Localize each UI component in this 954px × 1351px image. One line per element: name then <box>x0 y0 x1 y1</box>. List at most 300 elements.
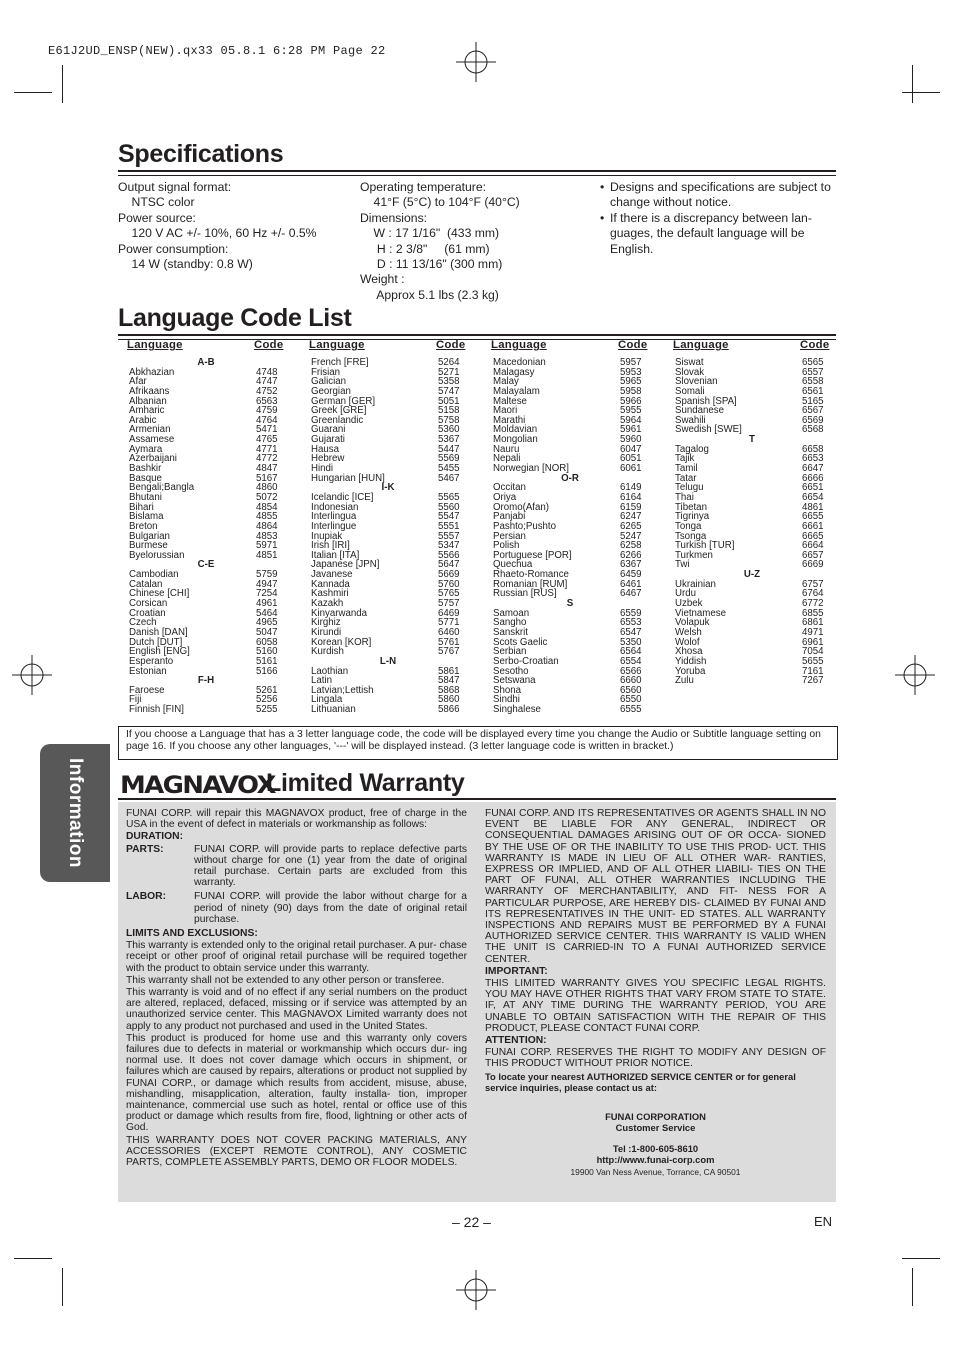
language-name: Swedish [SWE] <box>675 424 742 436</box>
language-name: Romanian [RUM] <box>493 578 568 590</box>
language-name: Sangho <box>493 617 527 629</box>
language-name: Danish [DAN] <box>129 626 188 638</box>
language-name: Catalan <box>129 578 163 590</box>
language-code: 5971 <box>256 540 278 552</box>
language-name: Spanish [SPA] <box>675 395 737 407</box>
language-row <box>493 705 647 715</box>
language-code: 5953 <box>620 366 642 378</box>
language-name: Shona <box>493 684 522 696</box>
language-name: Irish [IRI] <box>311 540 350 552</box>
language-code: 6058 <box>256 636 278 648</box>
language-code: 6159 <box>620 501 642 513</box>
page-number: – 22 – <box>452 1214 491 1230</box>
language-code: 6164 <box>620 491 642 503</box>
language-name: Oromo(Afan) <box>493 501 549 513</box>
language-name: Arabic <box>129 414 157 426</box>
language-name: Hindi <box>311 463 334 475</box>
language-name: Yiddish <box>675 655 707 667</box>
spec-line: Power consumption: <box>118 241 229 256</box>
language-code: 6566 <box>620 665 642 677</box>
language-row <box>311 705 465 715</box>
language-code: 5747 <box>438 385 460 397</box>
language-name: Interlingue <box>311 520 357 532</box>
spec-note: • If there is a discrepancy between lan- guages, the default language will be English. <box>600 211 834 257</box>
language-group-header: L-N <box>379 655 397 667</box>
language-name: Thai <box>675 491 694 503</box>
language-code: 5566 <box>438 549 460 561</box>
limits-label: LIMITS AND EXCLUSIONS: <box>126 928 258 940</box>
language-code: 6469 <box>438 607 460 619</box>
language-name: Volapuk <box>675 617 710 629</box>
language-code: 6258 <box>620 540 642 552</box>
language-name: Corsican <box>129 598 168 610</box>
registration-mark-left <box>12 655 52 695</box>
language-column-1 <box>129 358 283 715</box>
language-name: Assamese <box>129 434 175 446</box>
language-name: Swahili <box>675 414 706 426</box>
language-code: 5047 <box>256 626 278 638</box>
language-name: Norwegian [NOR] <box>493 463 569 475</box>
language-code: 6961 <box>802 636 824 648</box>
language-name: Portuguese [POR] <box>493 549 572 561</box>
print-header: E61J2UD_ENSP(NEW).qx33 05.8.1 6:28 PM Page 22 <box>48 44 386 58</box>
language-code: 6559 <box>620 607 642 619</box>
language-group-header: S <box>566 598 574 610</box>
language-name: Malay <box>493 376 519 388</box>
language-code: 6367 <box>620 559 642 571</box>
spec-column-2 <box>360 180 520 303</box>
language-code: 6654 <box>802 491 824 503</box>
language-name: Korean [KOR] <box>311 636 372 648</box>
language-code: 6555 <box>620 704 642 716</box>
language-name: Breton <box>129 520 158 532</box>
language-name: Tamil <box>675 463 698 475</box>
language-code: 5964 <box>620 414 642 426</box>
language-code: 6557 <box>802 366 824 378</box>
language-code: 6565 <box>802 357 824 368</box>
language-code: 5965 <box>620 376 642 388</box>
language-name: Cambodian <box>129 569 179 581</box>
spec-note: • Designs and specifications are subject to change without notice. <box>600 180 834 211</box>
language-code: 5565 <box>438 491 460 503</box>
language-name: Lithuanian <box>311 704 356 716</box>
language-row <box>493 464 647 474</box>
crop-mark <box>62 1268 63 1306</box>
language-row <box>675 560 829 570</box>
language-code: 6149 <box>620 482 642 494</box>
spec-line: Output signal format: <box>118 180 232 194</box>
crop-mark <box>902 1258 940 1259</box>
language-code: 6459 <box>620 569 642 581</box>
language-code: 7267 <box>802 675 824 687</box>
language-name: Turkish [TUR] <box>675 540 735 552</box>
language-name: Estonian <box>129 665 167 677</box>
language-name: Inupiak <box>311 530 343 542</box>
language-name: Amharic <box>129 405 165 417</box>
language-name: Xhosa <box>675 646 703 658</box>
language-code: 6563 <box>256 395 278 407</box>
language-code: 5957 <box>620 357 642 368</box>
language-code: 6550 <box>620 694 642 706</box>
language-code: 4747 <box>256 376 278 388</box>
language-row <box>675 425 829 435</box>
language-code: 6461 <box>620 578 642 590</box>
language-name: Bulgarian <box>129 530 170 542</box>
language-name: Persian <box>493 530 526 542</box>
warranty-paragraph: THIS WARRANTY DOES NOT COVER PACKING MATERIALS, ANY ACCESSORIES (EXCEPT REMOTE CONTROL), ANY COSMETIC PARTS, COMPLETE ASSEMBLY PARTS, DEMO OR FLOOR MODELS. <box>126 1134 467 1169</box>
company-name: FUNAI CORPORATION <box>605 1110 706 1122</box>
language-code: 5247 <box>620 530 642 542</box>
language-code: 5255 <box>256 704 278 716</box>
language-code: 4860 <box>256 482 278 494</box>
language-code: 6655 <box>802 511 824 523</box>
language-code: 6047 <box>620 443 642 455</box>
language-code: 5958 <box>620 385 642 397</box>
language-name: Nauru <box>493 443 520 455</box>
language-code-note: If you choose a Language that has a 3 letter language code, the code will be displayed every time you change the Audio or Subtitle language setting on page 16. If you choose any other languages, '---' will be displayed instead. (3 letter language code is written in bracket.) <box>118 726 838 760</box>
language-code: 5765 <box>438 588 460 600</box>
language-name: Albanian <box>129 395 167 407</box>
language-name: Twi <box>675 559 690 571</box>
language-code: 5455 <box>438 463 460 475</box>
column-header-language: Language <box>673 339 729 351</box>
language-name: Aymara <box>129 443 163 455</box>
language-code: 6757 <box>802 578 824 590</box>
language-code: 6547 <box>620 626 642 638</box>
language-code: 5557 <box>438 530 460 542</box>
language-name: French [FRE] <box>311 357 369 368</box>
language-name: Frisian <box>311 366 341 378</box>
language-code: 5757 <box>438 598 460 610</box>
language-code: 6658 <box>802 443 824 455</box>
language-group-header: U-Z <box>743 569 761 581</box>
language-column-3 <box>493 358 647 715</box>
language-name: Rhaeto-Romance <box>493 569 569 581</box>
language-row <box>311 647 465 657</box>
language-code: 6247 <box>620 511 642 523</box>
locate-service-text: To locate your nearest AUTHORIZED SERVICE CENTER or for general service inquiries, please contact us at: <box>485 1070 796 1093</box>
customer-service: Customer Service <box>615 1121 696 1133</box>
language-name: Singhalese <box>493 704 541 716</box>
specifications-title: Specifications <box>118 140 284 168</box>
column-header-code: Code <box>618 339 648 351</box>
crop-mark <box>912 1268 913 1306</box>
language-name: Scots Gaelic <box>493 636 548 648</box>
language-row <box>311 474 465 484</box>
language-code: 5347 <box>438 540 460 552</box>
language-name: Telugu <box>675 482 704 494</box>
language-code: 6569 <box>802 414 824 426</box>
crop-mark <box>14 92 52 93</box>
language-name: German [GER] <box>311 395 376 407</box>
language-code: 5866 <box>438 704 460 716</box>
language-name: Icelandic [ICE] <box>311 491 374 503</box>
language-code: 5358 <box>438 376 460 388</box>
language-code: 5860 <box>438 694 460 706</box>
language-code: 4853 <box>256 530 278 542</box>
parts-label: PARTS: <box>126 843 164 855</box>
language-name: Basque <box>129 472 162 484</box>
language-code: 6558 <box>802 376 824 388</box>
spec-line: 41°F (5°C) to 104°F (40°C) <box>360 195 520 210</box>
language-row <box>129 551 283 561</box>
magnavox-logo: MAGNAVOX <box>120 771 275 799</box>
language-code: 5966 <box>620 395 642 407</box>
language-name: Bengali;Bangla <box>129 482 195 494</box>
language-group-header: O-R <box>561 472 579 484</box>
column-header-code: Code <box>254 339 284 351</box>
language-group-header: T <box>749 434 755 446</box>
language-name: Afar <box>129 376 147 388</box>
language-name: Panjabi <box>493 511 526 523</box>
parts-text: FUNAI CORP. will provide parts to replace defective parts without charge for one (1) year from the date of original retail purchase. Certain parts are excluded from this warranty. <box>194 843 467 889</box>
column-header-code: Code <box>436 339 466 351</box>
language-name: Serbian <box>493 646 527 658</box>
language-name: Serbo-Croatian <box>493 655 559 667</box>
language-code: 5759 <box>256 569 278 581</box>
language-name: Siswat <box>675 357 704 368</box>
language-code: 5761 <box>438 636 460 648</box>
language-name: Moldavian <box>493 424 538 436</box>
language-name: Bihari <box>129 501 154 513</box>
labor-text: FUNAI CORP. will provide the labor without charge for a period of ninety (90) days from the date of original retail purchase. <box>194 891 467 925</box>
language-row <box>493 589 647 599</box>
important-label: IMPORTANT: <box>485 965 548 977</box>
warranty-left-column <box>126 808 467 1169</box>
language-name: Welsh <box>675 626 702 638</box>
language-code: 5160 <box>256 646 278 658</box>
language-code: 4765 <box>256 434 278 446</box>
language-name: Armenian <box>129 424 171 436</box>
language-code: 5868 <box>438 684 460 696</box>
attention-label: ATTENTION: <box>485 1035 547 1047</box>
language-name: Kinyarwanda <box>311 607 368 619</box>
language-name: Czech <box>129 617 157 629</box>
language-code: 6764 <box>802 588 824 600</box>
language-name: Sindhi <box>493 694 520 706</box>
language-code: 6265 <box>620 520 642 532</box>
phone-number: Tel :1-800-605-8610 <box>612 1143 699 1155</box>
language-code: 6460 <box>438 626 460 638</box>
column-header-language: Language <box>127 339 183 351</box>
website-link[interactable]: http://www.funai-corp.com <box>596 1154 715 1166</box>
language-name: Interlingua <box>311 511 357 523</box>
language-name: Tajik <box>675 453 695 465</box>
spec-line: H : 2 3/8" (61 mm) <box>360 241 490 256</box>
language-name: Quechua <box>493 559 533 571</box>
language-group-header: A-B <box>197 357 215 368</box>
language-name: Azerbaijani <box>129 453 177 465</box>
crop-mark <box>14 1258 52 1259</box>
labor-label: LABOR: <box>126 891 167 903</box>
language-name: Hausa <box>311 443 340 455</box>
spec-line: Operating temperature: <box>360 180 487 194</box>
warranty-paragraph: FUNAI CORP. AND ITS REPRESENTATIVES OR AGENTS SHALL IN NO EVENT BE LIABLE FOR ANY GENERAL, INDIRECT OR CONSEQUENTIAL DAMAGES ARISING OUT OF OR OCCA- SIONED BY THE USE OF OR THE INABILITY TO USE THIS PROD- UCT. THIS WARRANTY IS MADE IN LIEU OF ALL OTHER WAR- RANTIES, EXPRESS OR IMPLIED, AND OF ALL OTHER LIABILI- TIES ON THE PART OF FUNAI, ALL OTHER WARRANTIES INCLUDING THE WARRANTY OF MERCHANTABILITY, AND FIT- NESS FOR A PARTICULAR PURPOSE, ARE HEREBY DIS- CLAIMED BY FUNAI AND ITS REPRESENTATIVES IN THE UNIT- ED STATES. ALL WARRANTY INSPECTIONS AND REPAIRS MUST BE PERFORMED BY A FUNAI AUTHORIZED SERVICE CENTER. THIS WARRANTY IS VALID WHEN THE UNIT IS CARRIED-IN TO A FUNAI AUTHORIZED SERVICE CENTER. <box>485 808 826 965</box>
language-column-2 <box>311 358 465 715</box>
language-name: Latin <box>311 675 333 687</box>
language-name: Kazakh <box>311 598 344 610</box>
column-header-code: Code <box>800 339 830 351</box>
language-name: Indonesian <box>311 501 359 513</box>
language-code: 4947 <box>256 578 278 590</box>
language-name: Greenlandic <box>311 414 364 426</box>
language-code: 6061 <box>620 463 642 475</box>
language-name: Hebrew <box>311 453 345 465</box>
language-name: English [ENG] <box>129 646 190 658</box>
language-code: 6665 <box>802 530 824 542</box>
language-row <box>129 667 283 677</box>
language-name: Hungarian [HUN] <box>311 472 385 484</box>
labor-term <box>126 891 467 925</box>
language-group-header: C-E <box>197 559 215 571</box>
language-code: 6560 <box>620 684 642 696</box>
language-code: 4861 <box>802 501 824 513</box>
language-name: Byelorussian <box>129 549 185 561</box>
language-code: 5551 <box>438 520 460 532</box>
crop-mark <box>902 92 940 93</box>
language-code: 4971 <box>802 626 824 638</box>
language-code: 6657 <box>802 549 824 561</box>
language-code: 6568 <box>802 424 824 436</box>
language-code: 6653 <box>802 453 824 465</box>
language-code: 5569 <box>438 453 460 465</box>
language-name: Russian [RUS] <box>493 588 557 600</box>
language-name: Pashto;Pushto <box>493 520 557 532</box>
spec-line: W : 17 1/16" (433 mm) <box>360 226 500 241</box>
language-name: Kashmiri <box>311 588 349 600</box>
language-name: Bashkir <box>129 463 162 475</box>
language-name: Burmese <box>129 540 168 552</box>
column-header-language: Language <box>309 339 365 351</box>
language-name: Marathi <box>493 414 526 426</box>
language-name: Somali <box>675 385 705 397</box>
language-name: Tibetan <box>675 501 707 513</box>
language-name: Sanskrit <box>493 626 528 638</box>
language-code: 5655 <box>802 655 824 667</box>
language-name: Japanese [JPN] <box>311 559 380 571</box>
language-code: 5467 <box>438 472 460 484</box>
language-name: Wolof <box>675 636 700 648</box>
language-name: Sundanese <box>675 405 725 417</box>
company-address: 19900 Van Ness Avenue, Torrance, CA 90501 <box>570 1167 741 1178</box>
language-code: 6561 <box>802 385 824 397</box>
language-code: 5464 <box>256 607 278 619</box>
spec-column-1 <box>118 180 317 272</box>
duration-label: DURATION: <box>126 831 184 843</box>
language-code: 4961 <box>256 598 278 610</box>
language-code: 5447 <box>438 443 460 455</box>
language-name: Malayalam <box>493 385 540 397</box>
language-name: Oriya <box>493 491 517 503</box>
language-code: 5256 <box>256 694 278 706</box>
language-name: Esperanto <box>129 655 174 667</box>
language-code: 5166 <box>256 665 278 677</box>
language-name: Tatar <box>675 472 697 484</box>
title-rule <box>118 170 836 176</box>
warranty-paragraph: THIS LIMITED WARRANTY GIVES YOU SPECIFIC LEGAL RIGHTS. YOU MAY HAVE OTHER RIGHTS THAT VARY FROM STATE TO STATE. IF, AT ANY TIME DURING THE WARRANTY PERIOD, YOU ARE UNABLE TO OBTAIN SATISFACTION WITH THE REPAIR OF THIS PRODUCT, PLEASE CONTACT FUNAI CORP. <box>485 978 826 1034</box>
language-name: Tagalog <box>675 443 709 455</box>
language-code: 6666 <box>802 472 824 484</box>
information-side-tab <box>40 744 110 882</box>
language-name: Dutch [DUT] <box>129 636 183 648</box>
language-code: 4759 <box>256 405 278 417</box>
language-name: Italian [ITA] <box>311 549 360 561</box>
language-name: Vietnamese <box>675 607 726 619</box>
warranty-paragraph: This warranty is void and of no effect if any serial numbers on the product are altered, replaced, defaced, missing or if service was attempted by an unauthorized service center. This MAGNAVOX Limited warranty does not apply to any product not purchased and used in the United States. <box>126 987 467 1032</box>
language-name: Abkhazian <box>129 366 175 378</box>
language-code: 6467 <box>620 588 642 600</box>
spec-notes <box>600 180 834 257</box>
language-code: 6051 <box>620 453 642 465</box>
language-code: 5360 <box>438 424 460 436</box>
spec-line: Dimensions: <box>360 210 428 225</box>
language-code: 6266 <box>620 549 642 561</box>
language-group-header: F-H <box>197 675 215 687</box>
language-code: 5669 <box>438 569 460 581</box>
language-code: 5367 <box>438 434 460 446</box>
language-code: 6554 <box>620 655 642 667</box>
language-code: 4748 <box>256 366 278 378</box>
warranty-paragraph: This warranty is extended only to the original retail purchaser. A pur- chase receipt or other proof of original retail purchase will be required together with the product to obtain service under this warranty. <box>126 940 467 974</box>
language-name: Slovenian <box>675 376 718 388</box>
spec-line: Approx 5.1 lbs (2.3 kg) <box>360 287 499 302</box>
spec-line: D : 11 13/16" (300 mm) <box>360 257 503 272</box>
language-name: Guarani <box>311 424 346 436</box>
language-code: 4764 <box>256 414 278 426</box>
warranty-paragraph: FUNAI CORP. RESERVES THE RIGHT TO MODIFY ANY DESIGN OF THIS PRODUCT WITHOUT PRIOR NOTICE. <box>485 1047 826 1070</box>
language-code: 6651 <box>802 482 824 494</box>
language-code: 4771 <box>256 443 278 455</box>
language-code: 5547 <box>438 511 460 523</box>
language-column-4 <box>675 358 829 686</box>
spec-line: NTSC color <box>118 195 195 210</box>
language-marker: EN <box>814 1214 833 1229</box>
language-name: Faroese <box>129 684 165 696</box>
language-code: 5072 <box>256 491 278 503</box>
language-code: 5158 <box>438 405 460 417</box>
language-code: 6664 <box>802 540 824 552</box>
language-code: 6660 <box>620 675 642 687</box>
language-code: 5961 <box>620 424 642 436</box>
language-code: 5350 <box>620 636 642 648</box>
language-code: 7054 <box>802 646 824 658</box>
language-code: 4864 <box>256 520 278 532</box>
spec-line: 120 V AC +/- 10%, 60 Hz +/- 0.5% <box>118 226 317 241</box>
language-code: 5051 <box>438 395 460 407</box>
registration-mark-right <box>895 655 935 695</box>
language-name: Polish <box>493 540 520 552</box>
parts-term <box>126 844 467 889</box>
language-name: Chinese [CHI] <box>129 588 190 600</box>
registration-mark-top <box>456 42 496 82</box>
language-name: Maltese <box>493 395 527 407</box>
warranty-paragraph: This product is produced for home use and this warranty only covers failures due to defects in material or workmanship which occurs dur- ing normal use. It does not cover damage which occurs in shipment, or failures which are caused by repairs, alterations or product not supplied by FUNAI CORP., or damage which results from accident, misuse, abuse, mishandling, misapplication, alteration, faulty installa- tion, improper maintenance, commercial use such as hotel, rental or office use of this product or damage which results from fire, flood, lightning or other acts of God. <box>126 1032 467 1134</box>
language-name: Occitan <box>493 482 526 494</box>
language-group-header: I-K <box>381 482 395 494</box>
language-name: Tsonga <box>675 530 707 542</box>
language-code: 7254 <box>256 588 278 600</box>
language-name: Nepali <box>493 453 521 465</box>
language-code: 4854 <box>256 501 278 513</box>
language-code: 5647 <box>438 559 460 571</box>
language-code: 5167 <box>256 472 278 484</box>
language-code: 6553 <box>620 617 642 629</box>
language-name: Kirghiz <box>311 617 341 629</box>
language-name: Galician <box>311 376 346 388</box>
language-name: Tonga <box>675 520 702 532</box>
language-name: Mongolian <box>493 434 538 446</box>
language-code: 5758 <box>438 414 460 426</box>
